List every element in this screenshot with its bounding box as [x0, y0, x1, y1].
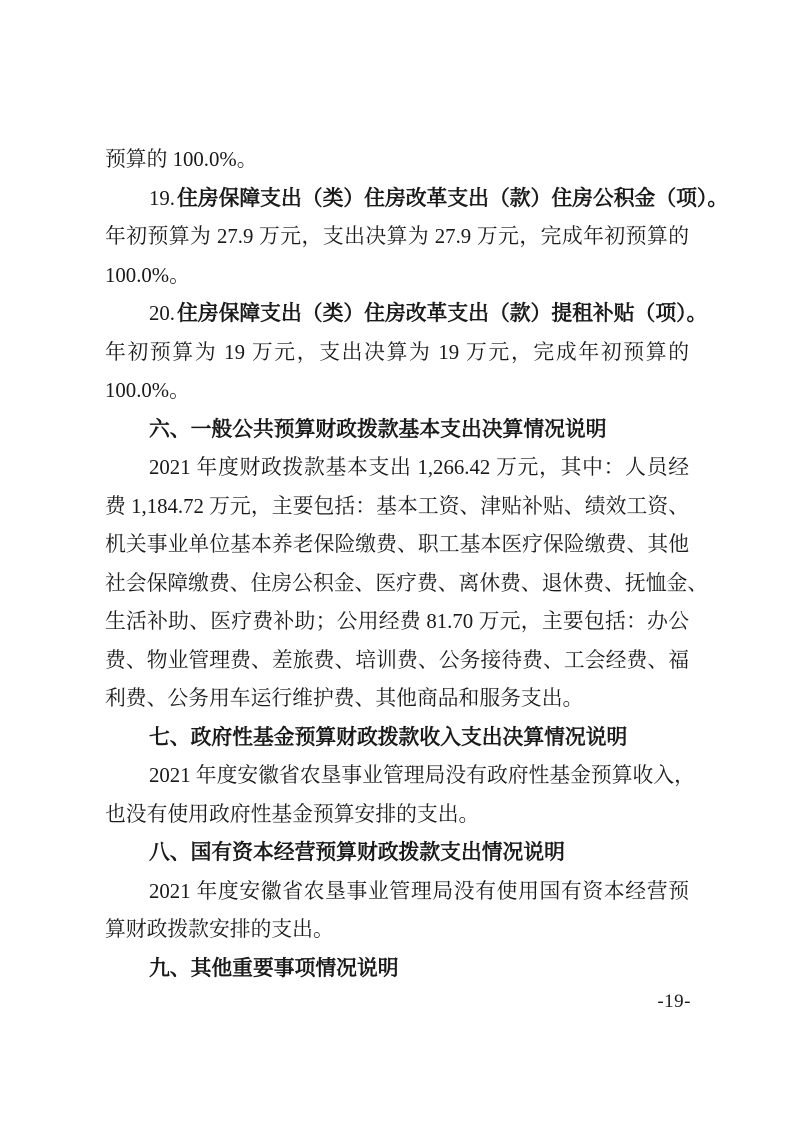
- body-text-line: 100.0%。: [105, 263, 190, 287]
- body-text-line: 费 1,184.72 万元，主要包括：基本工资、津贴补贴、绩效工资、: [105, 494, 689, 518]
- section-heading: 九、其他重要事项情况说明: [149, 956, 399, 980]
- body-text-line: 预算的 100.0%。: [105, 148, 258, 171]
- body-text-line: 算财政拨款安排的支出。: [105, 918, 334, 941]
- section-heading: 七、政府性基金预算财政拨款收入支出决算情况说明: [149, 725, 628, 749]
- body-text-line: 也没有使用政府性基金预算安排的支出。: [105, 802, 480, 826]
- body-text-line: 费、物业管理费、差旅费、培训费、公务接待费、工会经费、福: [105, 648, 689, 672]
- document-body: [105, 141, 729, 988]
- body-text-line: 机关事业单位基本养老保险缴费、职工基本医疗保险缴费、其他: [105, 533, 689, 556]
- item-heading-line: [105, 180, 729, 219]
- section-heading: 八、国有资本经营预算财政拨款支出情况说明: [149, 841, 565, 864]
- body-text-line: 2021 年度安徽省农垦事业管理局没有使用国有资本经营预: [149, 879, 689, 903]
- item-heading-text: 住房保障支出（类）住房改革支出（款）提租补贴（项）。: [177, 302, 708, 325]
- page-number: -19-: [657, 991, 691, 1012]
- body-text-line: 社会保障缴费、住房公积金、医疗费、离休费、退休费、抚恤金、: [105, 571, 709, 595]
- body-text-line: 年初预算为 19 万元，支出决算为 19 万元，完成年初预算的: [105, 340, 689, 364]
- body-text-line: 2021 年度财政拨款基本支出 1,266.42 万元，其中：人员经: [149, 456, 689, 479]
- section-heading: 六、一般公共预算财政拨款基本支出决算情况说明: [149, 417, 607, 441]
- body-text-line: 2021 年度安徽省农垦事业管理局没有政府性基金预算收入，: [149, 764, 695, 787]
- body-text-line: 利费、公务用车运行维护费、其他商品和服务支出。: [105, 687, 584, 710]
- body-text-line: 100.0%。: [105, 379, 190, 402]
- body-text-line: 年初预算为 27.9 万元，支出决算为 27.9 万元，完成年初预算的: [105, 225, 689, 248]
- item-heading-line: [105, 295, 708, 334]
- item-number: 20.: [149, 302, 175, 325]
- item-heading-text: 住房保障支出（类）住房改革支出（款）住房公积金（项）。: [177, 186, 729, 210]
- item-number: 19.: [149, 186, 175, 210]
- body-text-line: 生活补助、医疗费补助；公用经费 81.70 万元，主要包括：办公: [105, 610, 689, 633]
